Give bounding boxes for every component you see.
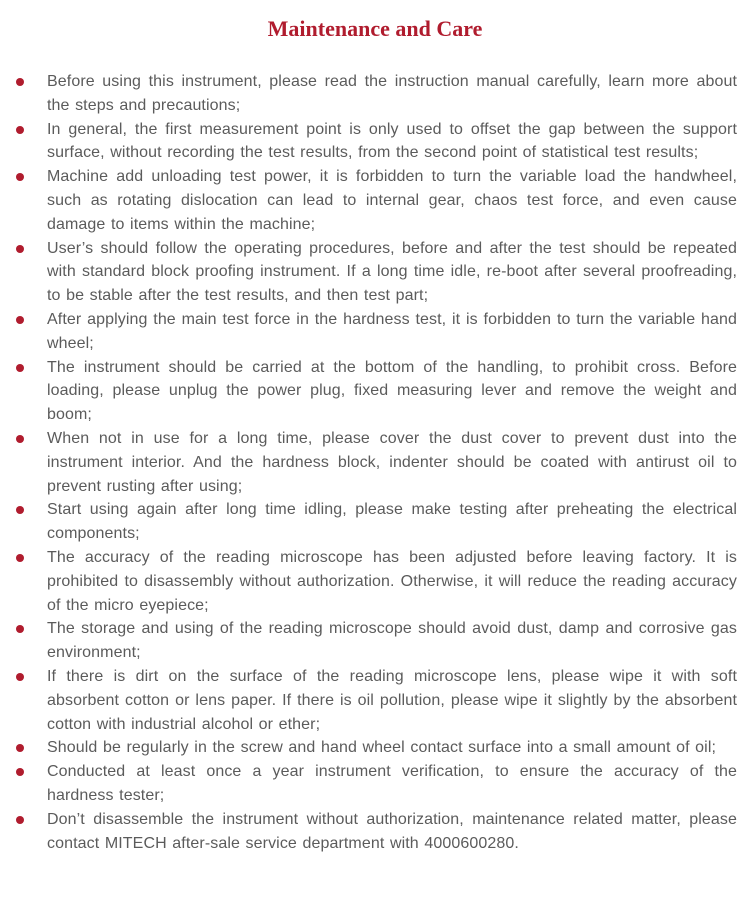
list-item-text: The storage and using of the reading microscope should avoid dust, damp and corrosive gas environment; — [47, 620, 737, 662]
list-item-text: User’s should follow the operating procedures, before and after the test should be repeated with standard block proofing instrument. If a long time idle, re-boot after several proofreading, to be stable after the test results, and then test part; — [47, 239, 737, 305]
bullet-icon — [16, 364, 24, 372]
bullet-icon — [16, 768, 24, 776]
list-item — [14, 237, 737, 308]
list-item-text: The accuracy of the reading microscope has been adjusted before leaving factory. It is prohibited to disassembly without authorization. Otherwise, it will reduce the reading accuracy of the micro eyepiece; — [47, 548, 737, 614]
list-item-text: Conducted at least once a year instrument verification, to ensure the accuracy of the hardness tester; — [47, 763, 737, 804]
bullet-icon — [16, 78, 24, 86]
list-item — [14, 356, 737, 427]
list-item-text: If there is dirt on the surface of the reading microscope lens, please wipe it with soft absorbent cotton or lens paper. If there is oil pollution, please wipe it slightly by the absorbent cotton with industrial alcohol or ether; — [47, 667, 737, 733]
list-item — [14, 808, 737, 856]
page-title: Maintenance and Care — [267, 16, 483, 41]
list-item — [14, 498, 737, 546]
list-item — [14, 165, 737, 236]
list-item-text: Before using this instrument, please read the instruction manual carefully, learn more about the steps and precautions; — [47, 73, 737, 114]
bullet-icon — [16, 506, 24, 514]
list-item-text: Machine add unloading test power, it is forbidden to turn the variable load the handwheel, such as rotating dislocation can lead to internal gear, chaos test force, and even cause damage to items within the machine; — [47, 168, 737, 233]
list-item-text: In general, the first measurement point is only used to offset the gap between the support surface, without recording the test results, from the second point of statistical test results; — [47, 120, 737, 162]
list-item — [14, 736, 737, 760]
list-item — [14, 70, 737, 118]
bullet-icon — [16, 554, 24, 562]
list-item — [14, 546, 737, 617]
bullet-icon — [16, 744, 24, 752]
bullet-icon — [16, 625, 24, 633]
list-item-text: Start using again after long time idling, please make testing after preheating the electrical components; — [47, 501, 737, 543]
bullet-icon — [16, 245, 24, 253]
maintenance-list — [14, 70, 737, 855]
list-item — [14, 760, 737, 808]
list-item — [14, 427, 737, 498]
list-item — [14, 617, 737, 665]
bullet-icon — [16, 816, 24, 824]
bullet-icon — [16, 316, 24, 324]
list-item-text: The instrument should be carried at the bottom of the handling, to prohibit cross. Before loading, please unplug the power plug, fixed measuring lever and remove the weight and boom; — [47, 358, 737, 424]
bullet-icon — [16, 126, 24, 134]
list-item-text: After applying the main test force in the hardness test, it is forbidden to turn the variable hand wheel; — [47, 310, 737, 352]
bullet-icon — [16, 435, 24, 443]
list-item — [14, 665, 737, 736]
list-item — [14, 118, 737, 166]
bullet-icon — [16, 673, 24, 681]
list-item-text: When not in use for a long time, please cover the dust cover to prevent dust into the instrument interior. And the hardness block, indenter should be coated with antirust oil to prevent rusting after using; — [47, 429, 737, 495]
list-item — [14, 308, 737, 356]
manual-page — [0, 14, 750, 908]
list-item-text: Should be regularly in the screw and hand wheel contact surface into a small amount of oil; — [47, 739, 717, 757]
list-item-text: Don’t disassemble the instrument without authorization, maintenance related matter, please contact MITECH after-sale service department with 4000600280. — [47, 810, 737, 852]
bullet-icon — [16, 173, 24, 181]
